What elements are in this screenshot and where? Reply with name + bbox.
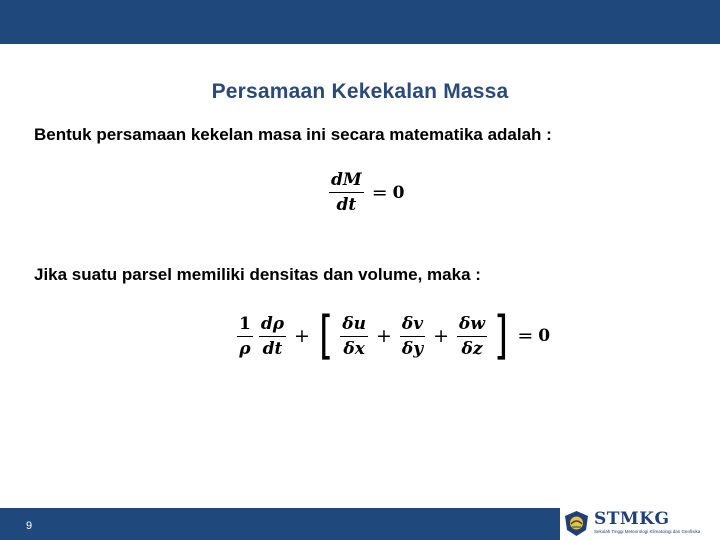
- fraction-dv-dy: [400, 314, 425, 359]
- fraction-denominator: δz: [461, 338, 483, 359]
- fraction-denominator: δy: [401, 338, 424, 359]
- equation-continuity: [234, 306, 551, 366]
- fraction-numerator: dM: [329, 170, 364, 193]
- fraction-numerator: δv: [400, 314, 425, 337]
- fraction-denominator: dt: [262, 338, 283, 359]
- fraction-numerator: dρ: [259, 314, 286, 337]
- condition-text: Jika suatu parsel memiliki densitas dan volume, maka :: [34, 265, 481, 284]
- plus-sign: +: [433, 325, 450, 347]
- right-bracket: ]: [494, 306, 509, 366]
- equals-sign: =: [517, 325, 534, 347]
- intro-text: Bentuk persamaan kekelan masa ini secara matematika adalah :: [34, 125, 552, 144]
- slide-title: Persamaan Kekekalan Massa: [211, 80, 509, 103]
- fraction-drho-dt: [259, 314, 286, 359]
- fraction-denominator: dt: [336, 195, 357, 215]
- emblem-icon: [563, 510, 590, 537]
- fraction-dm-dt: [329, 170, 364, 215]
- equation-rhs: 0: [538, 326, 551, 346]
- fraction-numerator: 1: [237, 314, 253, 337]
- plus-sign: +: [375, 325, 392, 347]
- plus-sign: +: [294, 325, 310, 347]
- logo-name: STMKG: [594, 509, 670, 529]
- equation-rhs: 0: [392, 182, 405, 203]
- left-bracket: [: [319, 306, 334, 366]
- fraction-du-dx: [340, 314, 368, 359]
- equals-sign: =: [371, 181, 388, 204]
- fraction-numerator: δu: [340, 314, 368, 337]
- logo-subtitle: Sekolah Tinggi Meteorologi Klimatologi dan Geofisika: [594, 529, 701, 534]
- fraction-denominator: ρ: [239, 338, 251, 359]
- fraction-dw-dz: [457, 314, 487, 359]
- fraction-numerator: δw: [457, 314, 487, 337]
- page-number: 9: [26, 520, 33, 532]
- header-bar: [0, 0, 720, 44]
- equation-mass-conservation: [326, 170, 404, 215]
- stmkg-logo: [560, 507, 720, 540]
- fraction-one-over-rho: [237, 314, 253, 359]
- fraction-denominator: δx: [343, 338, 365, 359]
